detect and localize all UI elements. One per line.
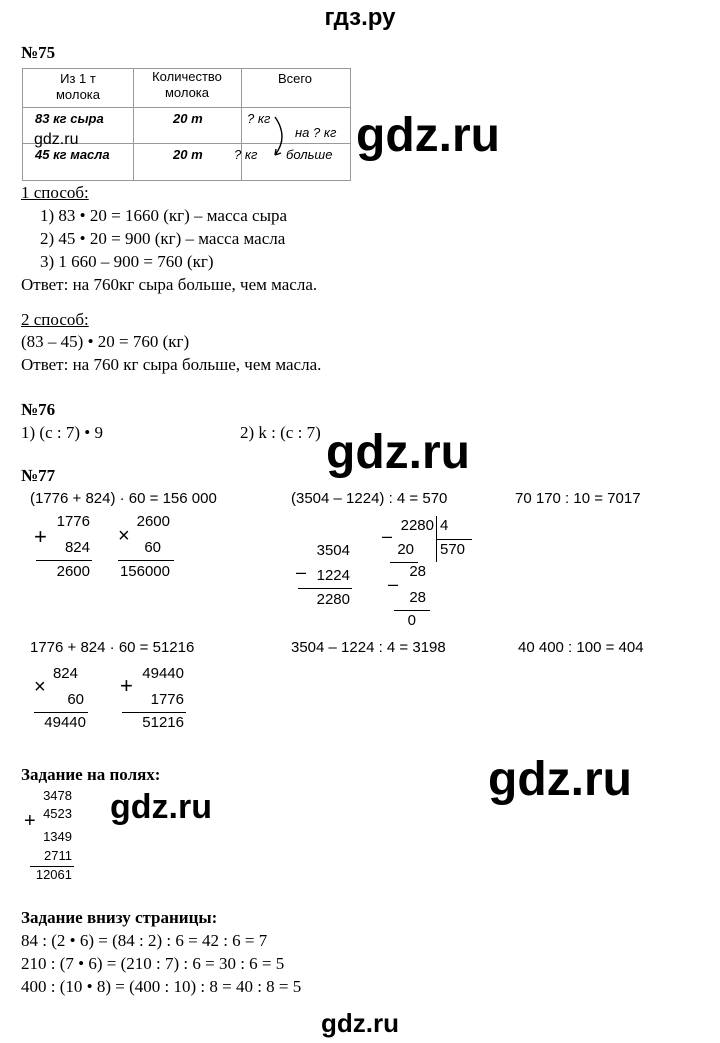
column-operand: 3504 <box>316 542 350 559</box>
table-header-per-ton: Из 1 т молока <box>55 71 101 102</box>
table-cell-cheese: 83 кг сыра <box>35 111 104 126</box>
column-result: 51216 <box>142 714 184 731</box>
margin-addend: 2711 <box>44 848 72 863</box>
task-76-title: №76 <box>21 400 56 419</box>
column-operand: 60 <box>144 539 161 556</box>
plus-sign: + <box>120 673 133 698</box>
margin-addend: 1349 <box>43 829 72 844</box>
task-77-eq-1: (1776 + 824) · 60 = 156 000 <box>30 490 217 507</box>
margin-addend: 3478 <box>43 788 72 803</box>
data-table <box>22 68 351 181</box>
method-1-answer: Ответ: на 760кг сыра больше, чем масла. <box>21 275 318 294</box>
margin-sum: 12061 <box>35 867 72 882</box>
minus-sign: – <box>388 574 399 594</box>
minus-sign: – <box>296 562 307 582</box>
column-operand: 1776 <box>150 691 184 708</box>
column-operand: 1224 <box>316 567 350 584</box>
task-77-eq-5: 3504 – 1224 : 4 = 3198 <box>291 639 446 656</box>
division-dividend: 2280 <box>400 517 434 534</box>
column-result: 156000 <box>119 563 170 580</box>
task-77-eq-6: 40 400 : 100 = 404 <box>518 639 644 656</box>
task-75-title: №75 <box>21 43 56 62</box>
column-operand: 49440 <box>142 665 184 682</box>
margin-addend: 4523 <box>43 806 72 821</box>
column-result: 49440 <box>44 714 86 731</box>
task-77-title: №77 <box>21 466 56 485</box>
task-77-eq-3: 70 170 : 10 = 7017 <box>515 490 641 507</box>
column-result: 2600 <box>56 563 90 580</box>
watermark-small: gdz.ru <box>34 131 79 148</box>
table-header-total: Всего <box>277 71 313 86</box>
column-operand: 60 <box>67 691 84 708</box>
table-cell-total-1: ? кг <box>247 111 271 126</box>
method-1-line-2: 2) 45 • 20 = 900 (кг) – масса масла <box>40 229 286 248</box>
table-cell-amount-1: 20 т <box>173 111 203 126</box>
division-step: 28 <box>409 563 426 580</box>
table-note-more: на ? кг <box>295 125 337 140</box>
task-77-eq-4: 1776 + 824 · 60 = 51216 <box>30 639 195 656</box>
times-sign: × <box>118 525 130 547</box>
method-1-line-1: 1) 83 • 20 = 1660 (кг) – масса сыра <box>40 206 288 225</box>
column-result: 2280 <box>316 591 350 608</box>
division-remainder: 0 <box>407 612 416 629</box>
table-note-more-2: больше <box>286 147 333 162</box>
column-operand: 824 <box>64 539 90 556</box>
column-operand: 824 <box>52 665 78 682</box>
division-step: 20 <box>397 541 414 558</box>
watermark-footer: gdz.ru <box>321 1008 399 1038</box>
table-cell-amount-2: 20 т <box>173 147 203 162</box>
division-divisor: 4 <box>440 517 449 534</box>
task-77-eq-2: (3504 – 1224) : 4 = 570 <box>291 490 448 507</box>
bottom-task-line-2: 210 : (7 • 6) = (210 : 7) : 6 = 30 : 6 = 5 <box>21 954 285 973</box>
margin-task-title: Задание на полях: <box>21 765 161 784</box>
task-76-expr-2: 2) k : (c : 7) <box>240 423 321 442</box>
table-cell-butter: 45 кг масла <box>35 147 110 162</box>
method-1-line-3: 3) 1 660 – 900 = 760 (кг) <box>40 252 214 271</box>
watermark-large: gdz.ru <box>356 109 500 162</box>
minus-sign: – <box>382 526 393 546</box>
column-operand: 1776 <box>56 513 90 530</box>
times-sign: × <box>34 676 46 698</box>
bottom-task-title: Задание внизу страницы: <box>21 908 218 927</box>
bottom-task-line-3: 400 : (10 • 8) = (400 : 10) : 8 = 40 : 8 = 5 <box>21 977 302 996</box>
division-quotient: 570 <box>440 541 466 558</box>
plus-sign: + <box>34 524 47 549</box>
task-76-expr-1: 1) (c : 7) • 9 <box>21 423 103 442</box>
watermark-large-3: gdz.ru <box>488 753 632 806</box>
site-header: гдз.ру <box>324 4 396 31</box>
watermark-medium: gdz.ru <box>110 788 212 826</box>
watermark-large-2: gdz.ru <box>326 426 470 479</box>
method-2-title: 2 способ: <box>21 310 89 329</box>
method-2-answer: Ответ: на 760 кг сыра больше, чем масла. <box>21 355 322 374</box>
column-operand: 2600 <box>136 513 170 530</box>
table-cell-total-2: ? кг <box>234 147 258 162</box>
table-header-amount: Количество молока <box>152 69 222 100</box>
method-1-title: 1 способ: <box>21 183 89 202</box>
plus-sign: + <box>24 810 36 832</box>
bottom-task-line-1: 84 : (2 • 6) = (84 : 2) : 6 = 42 : 6 = 7 <box>21 931 268 950</box>
division-step: 28 <box>409 589 426 606</box>
method-2-line-1: (83 – 45) • 20 = 760 (кг) <box>21 332 190 351</box>
